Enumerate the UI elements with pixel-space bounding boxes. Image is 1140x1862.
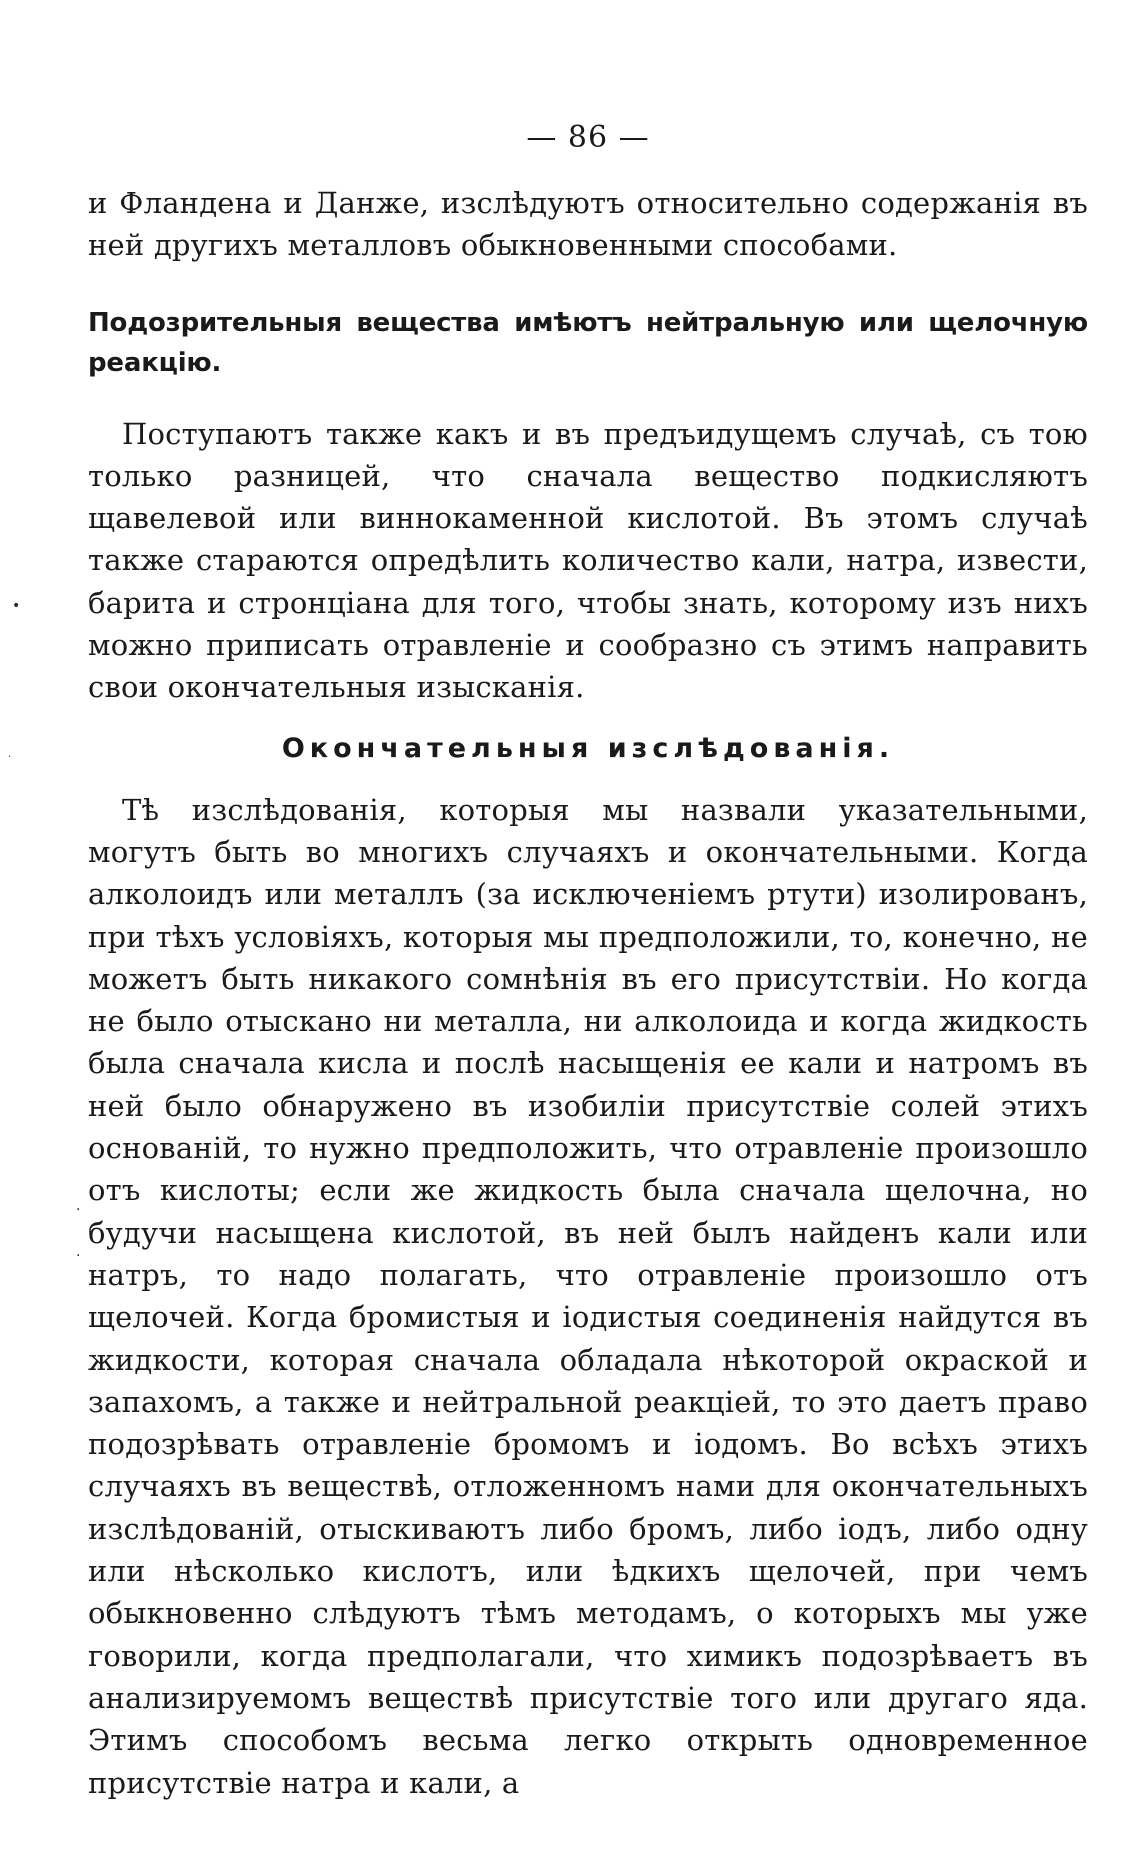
book-page (88, 118, 1088, 1804)
continuation-paragraph: и Фландена и Данже, изслѣдуютъ относительно содержанія въ ней другихъ металловъ обыкновенными способами. (88, 186, 1088, 263)
paragraph-procedure: Поступаютъ также какъ и въ предъидущемъ случаѣ, съ тою только разницей, что сначала вещество подкисляютъ щавелевой или виннокаменной кислотой. Въ этомъ случаѣ также стараются опредѣлить количество кали, натра, извести, барита и стронціана для того, чтобы знать, которому изъ нихъ можно приписать отравленіе и сообразно съ этимъ направить свои окончательныя изысканія. (88, 416, 1088, 705)
section-heading-reaction: Подозрительныя вещества имѣютъ нейтральную или щелочную реакцію. (88, 307, 1088, 378)
margin-speck: · (8, 752, 12, 763)
section-heading-final-investigations: Окончательныя изслѣдованія. (281, 732, 895, 764)
margin-speck: · (76, 1248, 81, 1264)
page-number: — 86 — (526, 120, 650, 155)
margin-speck: · (76, 1202, 81, 1218)
paragraph-final-investigations: Тѣ изслѣдованія, которыя мы назвали указательными, могутъ быть во многихъ случаяхъ и окончательными. Когда алколоидъ или металлъ (за исключеніемъ ртути) изолированъ, при тѣхъ условіяхъ, которыя мы предположили, то, конечно, не можетъ быть никакого сомнѣнія въ его присутствіи. Но когда не было отыскано ни металла, ни алколоида и когда жидкость была сначала кисла и послѣ насыщенія ее кали и натромъ въ ней было обнаружено въ изобиліи присутствіе солей этихъ основаній, то нужно предположить, что отравленіе произошло отъ кислоты; если же жидкость была сначала щелочна, но будучи насыщена кислотой, въ ней былъ найденъ кали или натръ, то надо полагать, что отравленіе произошло отъ щелочей. Когда бромистыя и іодистыя соединенія найдутся въ жидкости, которая сначала обладала нѣкоторой окраской и запахомъ, а также и нейтральной реакціей, то это даетъ право подозрѣвать отравленіе бромомъ и іодомъ. Во всѣхъ этихъ случаяхъ въ веществѣ, отложенномъ нами для окончательныхъ изслѣдованій, отыскиваютъ либо бромъ, либо іодъ, либо одну или нѣсколько кислотъ, или ѣдкихъ щелочей, при чемъ обыкновенно слѣдуютъ тѣмъ методамъ, о которыхъ мы уже говорили, когда предполагали, что химикъ подозрѣваетъ въ анализируемомъ веществѣ присутствіе того или другаго яда. Этимъ способомъ весьма легко открыть одновременное присутствіе натра и кали, а (88, 792, 1088, 1800)
margin-speck: • (12, 598, 21, 614)
